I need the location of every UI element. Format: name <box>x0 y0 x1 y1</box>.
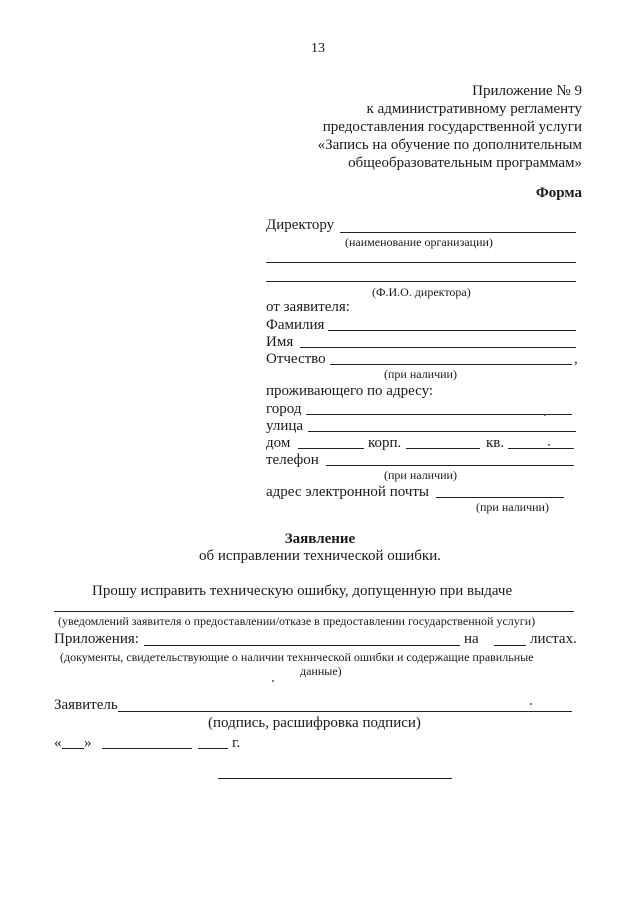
notice-hint: (уведомлений заявителя о предоставлении/отказе в предоставлении государственной услуги) <box>58 614 536 628</box>
street-label: улица <box>266 418 304 434</box>
name-field[interactable] <box>300 347 576 348</box>
patronymic-comma: , <box>574 351 578 367</box>
form-label: Форма <box>535 185 582 201</box>
house-label: дом <box>266 435 291 451</box>
documents-hint-line2: данные) <box>300 664 342 678</box>
email-field[interactable] <box>436 497 564 498</box>
director-fio-field-1[interactable] <box>266 262 576 263</box>
statement-title: Заявление <box>284 531 356 547</box>
date-year-field[interactable] <box>198 748 228 749</box>
statement-subtitle: об исправлении технической ошибки. <box>199 548 441 564</box>
date-month-field[interactable] <box>102 748 192 749</box>
street-field[interactable] <box>308 431 576 432</box>
patronymic-field[interactable] <box>330 364 572 365</box>
sheets-label: листах. <box>530 631 577 647</box>
email-label: адрес электронной почты <box>266 484 430 500</box>
phone-field[interactable] <box>326 465 574 466</box>
apartment-label: кв. <box>486 435 505 451</box>
organization-name-hint: (наименование организации) <box>345 235 493 249</box>
appendix-service-name-1: «Запись на обучение по дополнительным <box>317 137 582 153</box>
building-field[interactable] <box>406 448 480 449</box>
date-day-field[interactable] <box>62 748 84 749</box>
appendix-service: предоставления государственной услуги <box>322 119 582 135</box>
apartment-field[interactable] <box>508 448 574 449</box>
applicant-label: Заявитель <box>54 697 118 713</box>
patronymic-if-any-hint: (при наличии) <box>384 367 457 381</box>
phone-label: телефон <box>266 452 319 468</box>
scan-speck <box>530 703 532 705</box>
director-fio-field-2[interactable] <box>266 281 576 282</box>
residing-address-label: проживающего по адресу: <box>266 383 434 399</box>
appendix-service-name-2: общеобразовательным программам» <box>348 155 582 171</box>
attachments-label: Приложения: <box>54 631 139 647</box>
name-label: Имя <box>266 334 294 350</box>
on-label: на <box>464 631 479 647</box>
scan-speck <box>272 680 274 682</box>
sheets-count-field[interactable] <box>494 645 526 646</box>
notice-field[interactable] <box>54 611 574 612</box>
date-open-quote: « <box>54 735 62 751</box>
email-if-any-hint: (при наличии) <box>476 500 549 514</box>
page-number: 13 <box>311 41 325 56</box>
signature-hint: (подпись, расшифровка подписи) <box>208 715 421 731</box>
from-applicant-label: от заявителя: <box>266 299 350 315</box>
appendix-regulation: к административному регламенту <box>366 101 582 117</box>
house-field[interactable] <box>298 448 364 449</box>
documents-hint-line1: (документы, свидетельствующие о наличии технической ошибки и содержащие правильные <box>60 650 534 664</box>
director-fio-hint: (Ф.И.О. директора) <box>372 285 471 299</box>
surname-label: Фамилия <box>266 317 325 333</box>
statement-request: Прошу исправить техническую ошибку, допущенную при выдаче <box>92 583 513 599</box>
bottom-rule <box>218 778 452 779</box>
scan-speck <box>548 444 550 446</box>
city-label: город <box>266 401 302 417</box>
scan-speck <box>544 414 546 416</box>
year-suffix: г. <box>232 735 241 751</box>
attachments-field[interactable] <box>144 645 460 646</box>
building-label: корп. <box>368 435 402 451</box>
director-label: Директору <box>266 217 335 233</box>
patronymic-label: Отчество <box>266 351 326 367</box>
appendix-number: Приложение № 9 <box>472 83 582 99</box>
date-close-quote: » <box>84 735 92 751</box>
city-field[interactable] <box>306 414 572 415</box>
applicant-signature-field[interactable] <box>118 711 572 712</box>
phone-if-any-hint: (при наличии) <box>384 468 457 482</box>
surname-field[interactable] <box>328 330 576 331</box>
organization-name-field[interactable] <box>340 232 576 233</box>
